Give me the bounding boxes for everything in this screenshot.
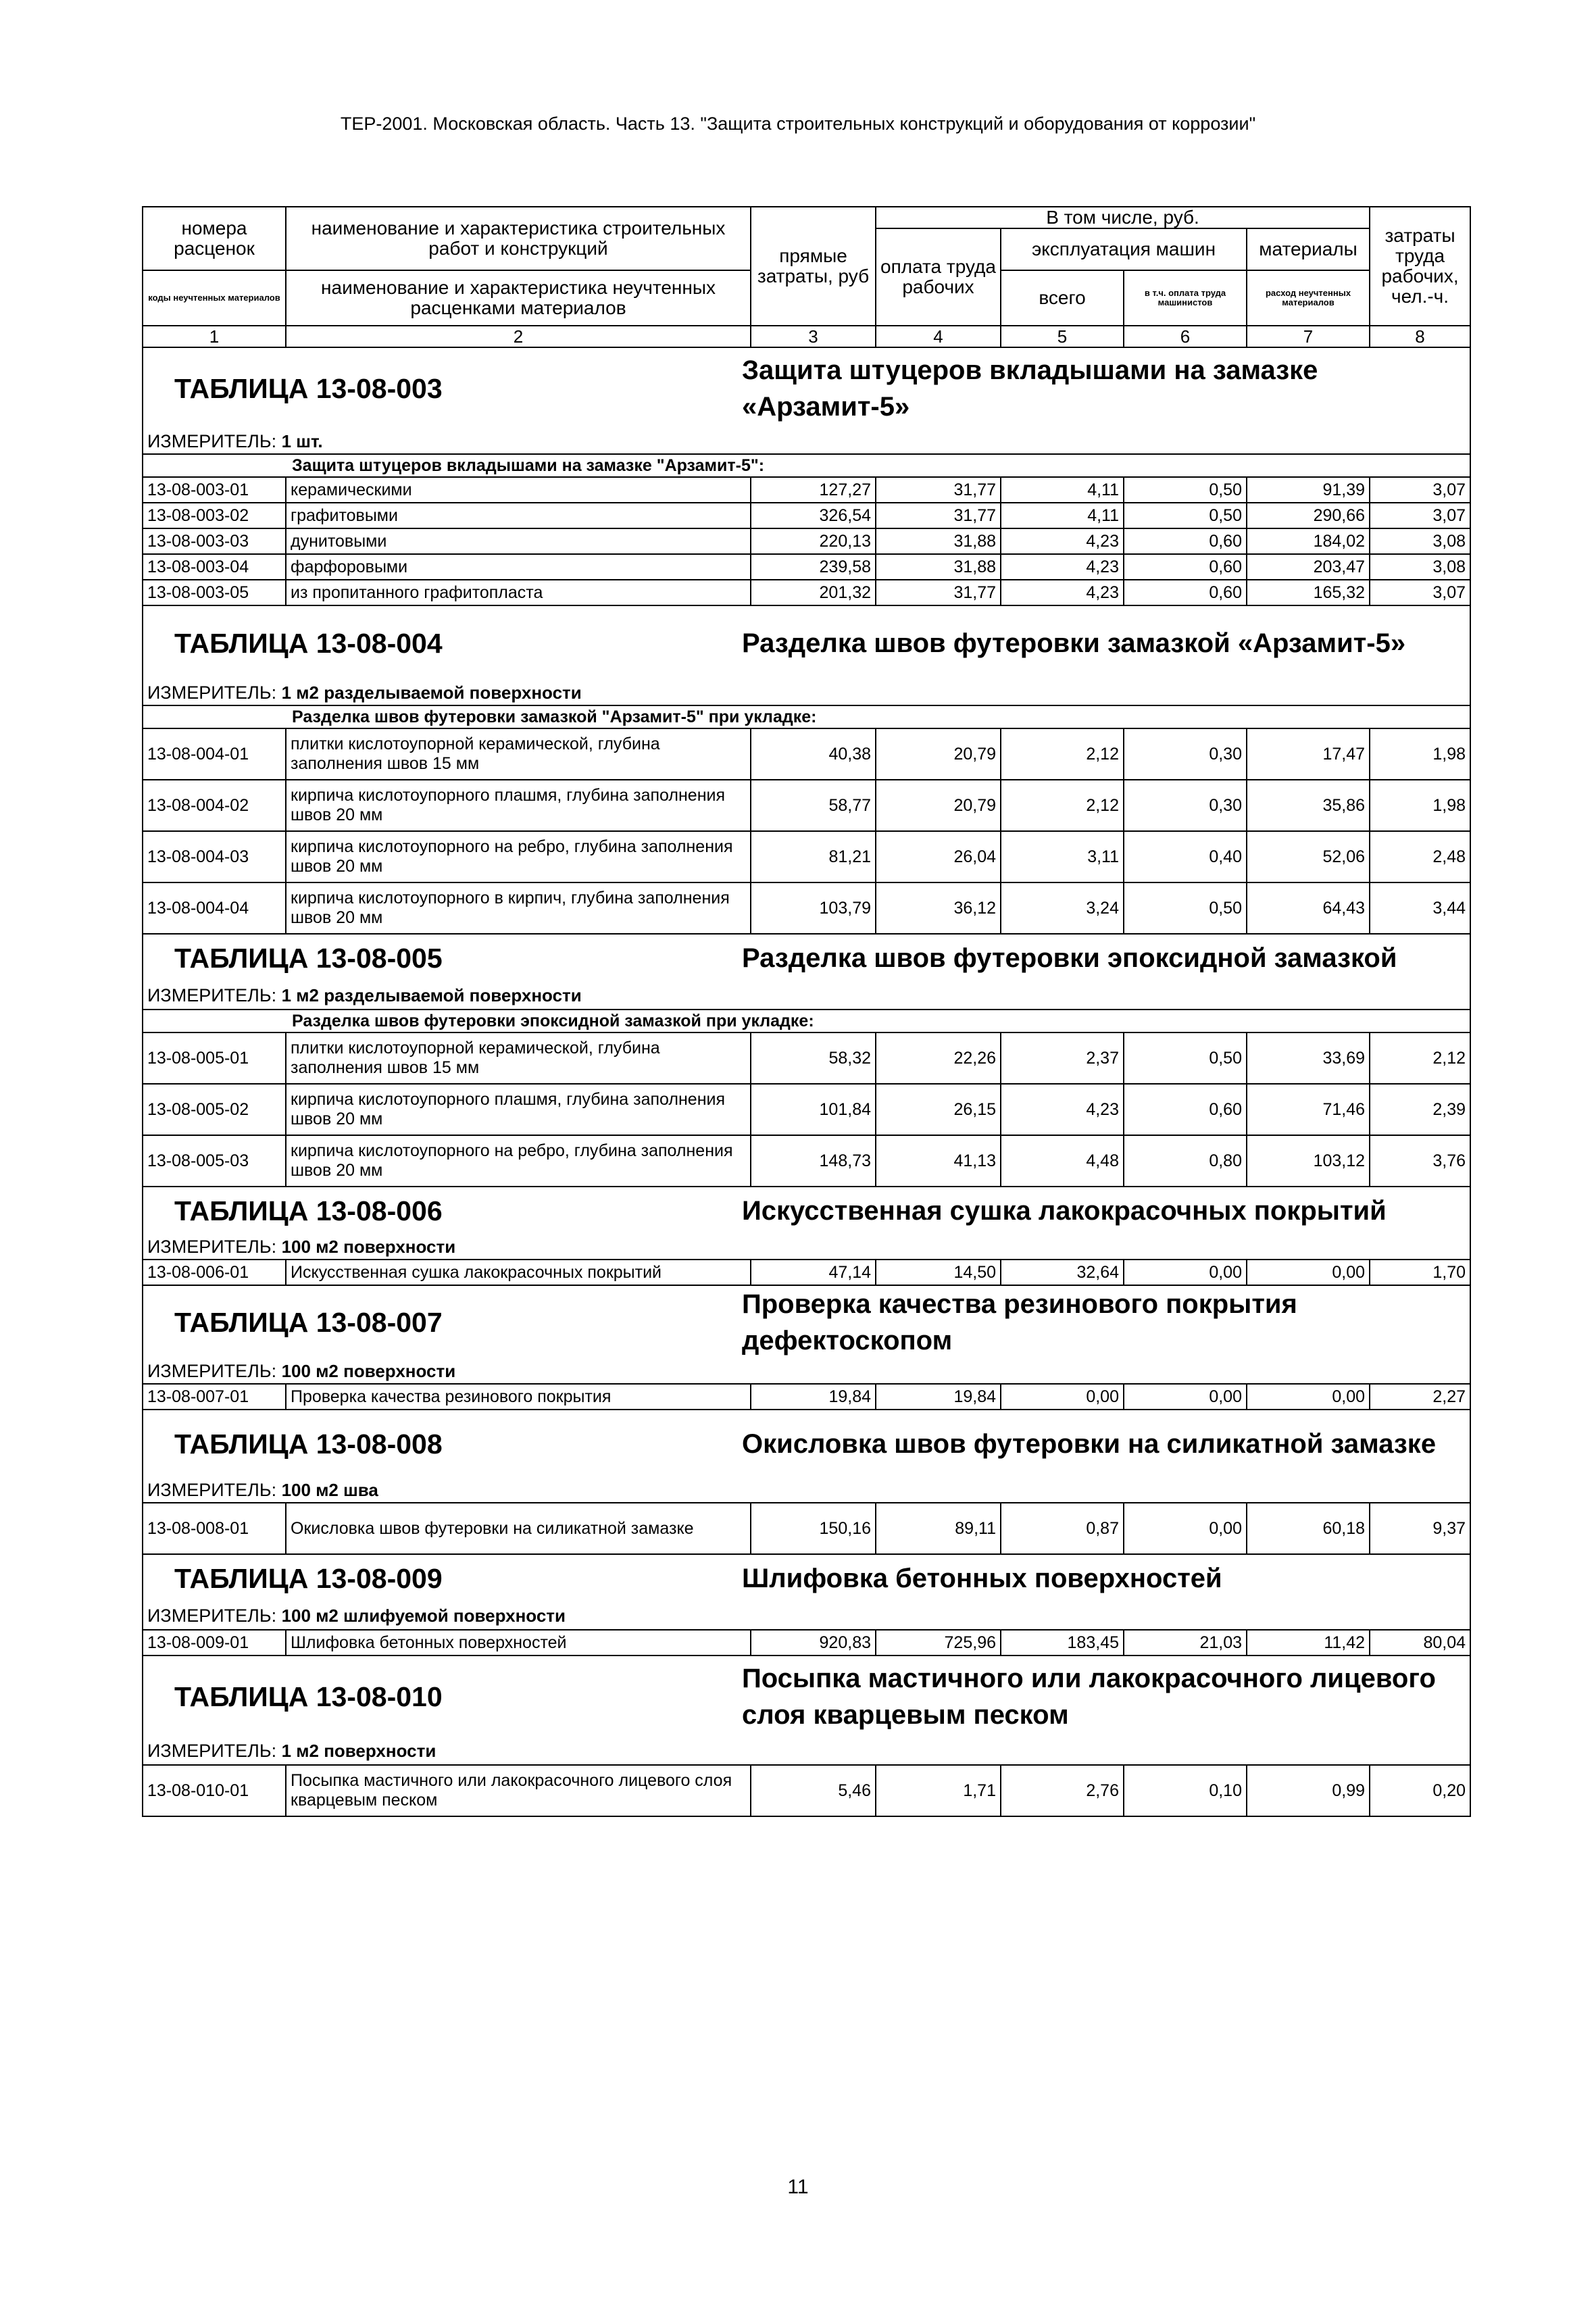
materials-cost: 64,43 (1247, 882, 1370, 934)
machines-total: 2,76 (1001, 1765, 1124, 1816)
machinist-pay: 0,00 (1124, 1384, 1247, 1410)
measure-row (143, 1235, 1470, 1260)
measure-label: ИЗМЕРИТЕЛЬ: (147, 1605, 277, 1626)
direct-costs: 47,14 (751, 1260, 876, 1285)
table-row (143, 831, 1470, 882)
table-name: ТАБЛИЦА 13-08-003 (174, 372, 443, 404)
table-name: ТАБЛИЦА 13-08-009 (174, 1562, 443, 1594)
labor-pay: 36,12 (876, 882, 1001, 934)
labor-hours: 0,20 (1370, 1765, 1470, 1816)
rate-name: кирпича кислотоупорного на ребро, глубина заполнения швов 20 мм (286, 831, 751, 882)
direct-costs: 239,58 (751, 554, 876, 580)
table-row (143, 1135, 1470, 1187)
labor-pay: 31,77 (876, 503, 1001, 528)
direct-costs: 81,21 (751, 831, 876, 882)
measure-row (143, 1737, 1470, 1765)
measure-unit: 1 м2 поверхности (281, 1740, 437, 1761)
machines-total: 0,00 (1001, 1384, 1124, 1410)
machinist-pay: 0,50 (1124, 477, 1247, 503)
direct-costs: 103,79 (751, 882, 876, 934)
machinist-pay: 0,00 (1124, 1503, 1247, 1554)
section-title-row (143, 347, 1470, 429)
machinist-pay: 0,60 (1124, 1084, 1247, 1135)
header-codes: номера расценок (143, 207, 286, 270)
rate-name: из пропитанного графитопласта (286, 580, 751, 605)
labor-hours: 9,37 (1370, 1503, 1470, 1554)
table-row (143, 1260, 1470, 1285)
rate-name: Проверка качества резинового покрытия (286, 1384, 751, 1410)
labor-hours: 1,98 (1370, 728, 1470, 780)
rate-name: Шлифовка бетонных поверхностей (286, 1630, 751, 1656)
labor-pay: 725,96 (876, 1630, 1001, 1656)
labor-pay: 1,71 (876, 1765, 1001, 1816)
table-title: Проверка качества резинового покрытия дефектоскопом (742, 1289, 1297, 1355)
table-name: ТАБЛИЦА 13-08-006 (174, 1195, 443, 1226)
table-row (143, 882, 1470, 934)
rates-table (142, 206, 1471, 1817)
header-materials: материалы (1247, 228, 1370, 270)
page-header: ТЕР-2001. Московская область. Часть 13. "Защита строительных конструкций и оборудования от коррозии" (340, 114, 1256, 134)
direct-costs: 220,13 (751, 528, 876, 554)
rate-code: 13-08-009-01 (143, 1630, 286, 1656)
section-title-row (143, 1410, 1470, 1478)
labor-hours: 3,44 (1370, 882, 1470, 934)
machines-total: 183,45 (1001, 1630, 1124, 1656)
rate-code: 13-08-003-01 (143, 477, 286, 503)
labor-hours: 2,27 (1370, 1384, 1470, 1410)
rate-code: 13-08-003-02 (143, 503, 286, 528)
machinist-pay: 0,60 (1124, 528, 1247, 554)
rate-name: дунитовыми (286, 528, 751, 554)
labor-pay: 26,15 (876, 1084, 1001, 1135)
machines-total: 3,24 (1001, 882, 1124, 934)
labor-hours: 3,08 (1370, 554, 1470, 580)
measure-row (143, 429, 1470, 454)
table-row (143, 728, 1470, 780)
header-name: наименование и характеристика строительных работ и конструкций (286, 207, 751, 270)
materials-cost: 103,12 (1247, 1135, 1370, 1187)
header-labor-pay: оплата труда рабочих (876, 228, 1001, 326)
col-num: 4 (876, 326, 1001, 347)
rate-name: кирпича кислотоупорного плашмя, глубина заполнения швов 20 мм (286, 780, 751, 831)
header-materials-use: расход неучтенных материалов (1247, 270, 1370, 326)
group-heading: Разделка швов футеровки замазкой "Арзамит-5" при укладке: (143, 705, 1470, 728)
labor-hours: 3,76 (1370, 1135, 1470, 1187)
table-title: Посыпка мастичного или лакокрасочного лицевого слоя кварцевым песком (742, 1664, 1436, 1730)
table-name: ТАБЛИЦА 13-08-008 (174, 1428, 443, 1460)
machines-total: 4,23 (1001, 580, 1124, 605)
machinist-pay: 0,60 (1124, 554, 1247, 580)
header-direct-costs: прямые затраты, руб (751, 207, 876, 326)
col-num: 7 (1247, 326, 1370, 347)
labor-hours: 3,07 (1370, 580, 1470, 605)
machines-total: 4,11 (1001, 477, 1124, 503)
rate-name: кирпича кислотоупорного в кирпич, глубина заполнения швов 20 мм (286, 882, 751, 934)
measure-unit: 1 м2 разделываемой поверхности (281, 682, 582, 703)
labor-pay: 26,04 (876, 831, 1001, 882)
rate-code: 13-08-004-01 (143, 728, 286, 780)
measure-label: ИЗМЕРИТЕЛЬ: (147, 1479, 277, 1500)
col-num: 8 (1370, 326, 1470, 347)
machinist-pay: 21,03 (1124, 1630, 1247, 1656)
rate-name: кирпича кислотоупорного на ребро, глубина заполнения швов 20 мм (286, 1135, 751, 1187)
col-num: 1 (143, 326, 286, 347)
machines-total: 2,12 (1001, 728, 1124, 780)
rate-code: 13-08-005-02 (143, 1084, 286, 1135)
header-machines-total: всего (1001, 270, 1124, 326)
table-title: Защита штуцеров вкладышами на замазке «Арзамит-5» (742, 355, 1318, 422)
labor-hours: 2,48 (1370, 831, 1470, 882)
machinist-pay: 0,50 (1124, 503, 1247, 528)
group-heading: Разделка швов футеровки эпоксидной замазкой при укладке: (143, 1010, 1470, 1032)
rate-code: 13-08-005-03 (143, 1135, 286, 1187)
rate-code: 13-08-010-01 (143, 1765, 286, 1816)
labor-pay: 14,50 (876, 1260, 1001, 1285)
labor-pay: 41,13 (876, 1135, 1001, 1187)
labor-pay: 20,79 (876, 728, 1001, 780)
measure-row (143, 1602, 1470, 1630)
machinist-pay: 0,30 (1124, 728, 1247, 780)
rate-name: графитовыми (286, 503, 751, 528)
rate-code: 13-08-003-05 (143, 580, 286, 605)
measure-label: ИЗМЕРИТЕЛЬ: (147, 430, 277, 451)
rate-name: Искусственная сушка лакокрасочных покрытий (286, 1260, 751, 1285)
rate-code: 13-08-003-03 (143, 528, 286, 554)
labor-pay: 31,88 (876, 528, 1001, 554)
rate-name: Окисловка швов футеровки на силикатной замазке (286, 1503, 751, 1554)
machinist-pay: 0,80 (1124, 1135, 1247, 1187)
materials-cost: 35,86 (1247, 780, 1370, 831)
materials-cost: 165,32 (1247, 580, 1370, 605)
materials-cost: 0,00 (1247, 1260, 1370, 1285)
measure-row (143, 680, 1470, 705)
materials-cost: 17,47 (1247, 728, 1370, 780)
measure-unit: 1 шт. (281, 430, 323, 451)
rate-code: 13-08-003-04 (143, 554, 286, 580)
machines-total: 32,64 (1001, 1260, 1124, 1285)
table-row (143, 1630, 1470, 1656)
materials-cost: 184,02 (1247, 528, 1370, 554)
machinist-pay: 0,60 (1124, 580, 1247, 605)
measure-label: ИЗМЕРИТЕЛЬ: (147, 1740, 277, 1761)
page-number: 11 (787, 2176, 809, 2198)
labor-hours: 80,04 (1370, 1630, 1470, 1656)
rate-name: плитки кислотоупорной керамической, глубина заполнения швов 15 мм (286, 1032, 751, 1084)
rate-name: керамическими (286, 477, 751, 503)
rate-code: 13-08-004-02 (143, 780, 286, 831)
rate-code: 13-08-004-04 (143, 882, 286, 934)
labor-hours: 2,39 (1370, 1084, 1470, 1135)
direct-costs: 150,16 (751, 1503, 876, 1554)
table-row (143, 780, 1470, 831)
col-num: 3 (751, 326, 876, 347)
materials-cost: 60,18 (1247, 1503, 1370, 1554)
table-row (143, 1765, 1470, 1816)
machinist-pay: 0,10 (1124, 1765, 1247, 1816)
direct-costs: 201,32 (751, 580, 876, 605)
direct-costs: 127,27 (751, 477, 876, 503)
table-row (143, 1503, 1470, 1554)
materials-cost: 11,42 (1247, 1630, 1370, 1656)
materials-cost: 203,47 (1247, 554, 1370, 580)
materials-cost: 52,06 (1247, 831, 1370, 882)
labor-hours: 2,12 (1370, 1032, 1470, 1084)
measure-row (143, 1478, 1470, 1503)
table-name: ТАБЛИЦА 13-08-004 (174, 627, 443, 659)
group-heading: Защита штуцеров вкладышами на замазке "Арзамит-5": (143, 454, 1470, 477)
col-num: 5 (1001, 326, 1124, 347)
rate-name: кирпича кислотоупорного плашмя, глубина заполнения швов 20 мм (286, 1084, 751, 1135)
materials-cost: 0,00 (1247, 1384, 1370, 1410)
table-title: Разделка швов футеровки замазкой «Арзамит-5» (742, 628, 1406, 658)
direct-costs: 19,84 (751, 1384, 876, 1410)
table-title: Шлифовка бетонных поверхностей (742, 1564, 1222, 1593)
measure-unit: 1 м2 разделываемой поверхности (281, 985, 582, 1005)
labor-pay: 89,11 (876, 1503, 1001, 1554)
machines-total: 4,48 (1001, 1135, 1124, 1187)
direct-costs: 5,46 (751, 1765, 876, 1816)
labor-pay: 20,79 (876, 780, 1001, 831)
measure-label: ИЗМЕРИТЕЛЬ: (147, 1236, 277, 1257)
header-labor-hours: затраты труда рабочих, чел.-ч. (1370, 207, 1470, 326)
table-title: Искусственная сушка лакокрасочных покрытий (742, 1196, 1387, 1226)
table-row (143, 580, 1470, 605)
machinist-pay: 0,40 (1124, 831, 1247, 882)
machines-total: 4,23 (1001, 554, 1124, 580)
machines-total: 2,37 (1001, 1032, 1124, 1084)
header-unaccounted-name: наименование и характеристика неучтенных расценками материалов (286, 270, 751, 326)
table-title: Окисловка швов футеровки на силикатной замазке (742, 1429, 1437, 1459)
direct-costs: 58,77 (751, 780, 876, 831)
section-title-row (143, 1285, 1470, 1359)
table-name: ТАБЛИЦА 13-08-007 (174, 1306, 443, 1338)
direct-costs: 40,38 (751, 728, 876, 780)
measure-label: ИЗМЕРИТЕЛЬ: (147, 985, 277, 1005)
rate-code: 13-08-006-01 (143, 1260, 286, 1285)
measure-unit: 100 м2 поверхности (281, 1236, 456, 1257)
header-machines: эксплуатация машин (1001, 228, 1247, 270)
measure-unit: 100 м2 поверхности (281, 1360, 456, 1381)
machinist-pay: 0,50 (1124, 1032, 1247, 1084)
measure-unit: 100 м2 шлифуемой поверхности (281, 1605, 566, 1626)
table-row (143, 1384, 1470, 1410)
labor-hours: 1,98 (1370, 780, 1470, 831)
section-title-row (143, 1554, 1470, 1602)
labor-pay: 19,84 (876, 1384, 1001, 1410)
rate-name: фарфоровыми (286, 554, 751, 580)
machines-total: 4,23 (1001, 528, 1124, 554)
direct-costs: 58,32 (751, 1032, 876, 1084)
table-name: ТАБЛИЦА 13-08-005 (174, 942, 443, 974)
direct-costs: 101,84 (751, 1084, 876, 1135)
direct-costs: 326,54 (751, 503, 876, 528)
machinist-pay: 0,50 (1124, 882, 1247, 934)
rates-sheet (142, 206, 1470, 1817)
rate-code: 13-08-008-01 (143, 1503, 286, 1554)
rate-code: 13-08-005-01 (143, 1032, 286, 1084)
machinist-pay: 0,30 (1124, 780, 1247, 831)
materials-cost: 91,39 (1247, 477, 1370, 503)
machines-total: 0,87 (1001, 1503, 1124, 1554)
machines-total: 4,11 (1001, 503, 1124, 528)
measure-row (143, 1359, 1470, 1384)
labor-hours: 3,07 (1370, 503, 1470, 528)
labor-pay: 31,88 (876, 554, 1001, 580)
labor-pay: 31,77 (876, 477, 1001, 503)
header-including: В том числе, руб. (876, 207, 1370, 228)
col-num: 2 (286, 326, 751, 347)
measure-unit: 100 м2 шва (281, 1479, 378, 1500)
table-row (143, 503, 1470, 528)
labor-pay: 31,77 (876, 580, 1001, 605)
labor-pay: 22,26 (876, 1032, 1001, 1084)
materials-cost: 0,99 (1247, 1765, 1370, 1816)
table-row (143, 554, 1470, 580)
table-row (143, 477, 1470, 503)
section-title-row (143, 1656, 1470, 1737)
section-title-row (143, 1187, 1470, 1235)
header-unaccounted-codes: коды неучтенных материалов (143, 270, 286, 326)
header-machinist-pay: в т.ч. оплата труда машинистов (1124, 270, 1247, 326)
labor-hours: 1,70 (1370, 1260, 1470, 1285)
measure-label: ИЗМЕРИТЕЛЬ: (147, 1360, 277, 1381)
materials-cost: 33,69 (1247, 1032, 1370, 1084)
rate-name: Посыпка мастичного или лакокрасочного лицевого слоя кварцевым песком (286, 1765, 751, 1816)
direct-costs: 148,73 (751, 1135, 876, 1187)
labor-hours: 3,08 (1370, 528, 1470, 554)
rate-code: 13-08-004-03 (143, 831, 286, 882)
materials-cost: 290,66 (1247, 503, 1370, 528)
table-row (143, 1032, 1470, 1084)
machines-total: 4,23 (1001, 1084, 1124, 1135)
measure-row (143, 982, 1470, 1010)
table-row (143, 1084, 1470, 1135)
materials-cost: 71,46 (1247, 1084, 1370, 1135)
table-row (143, 528, 1470, 554)
section-title-row (143, 934, 1470, 982)
table-title: Разделка швов футеровки эпоксидной замазкой (742, 943, 1397, 973)
table-name: ТАБЛИЦА 13-08-010 (174, 1681, 443, 1712)
section-title-row (143, 605, 1470, 680)
machines-total: 3,11 (1001, 831, 1124, 882)
rate-code: 13-08-007-01 (143, 1384, 286, 1410)
labor-hours: 3,07 (1370, 477, 1470, 503)
col-num: 6 (1124, 326, 1247, 347)
machinist-pay: 0,00 (1124, 1260, 1247, 1285)
direct-costs: 920,83 (751, 1630, 876, 1656)
measure-label: ИЗМЕРИТЕЛЬ: (147, 682, 277, 703)
rate-name: плитки кислотоупорной керамической, глубина заполнения швов 15 мм (286, 728, 751, 780)
machines-total: 2,12 (1001, 780, 1124, 831)
